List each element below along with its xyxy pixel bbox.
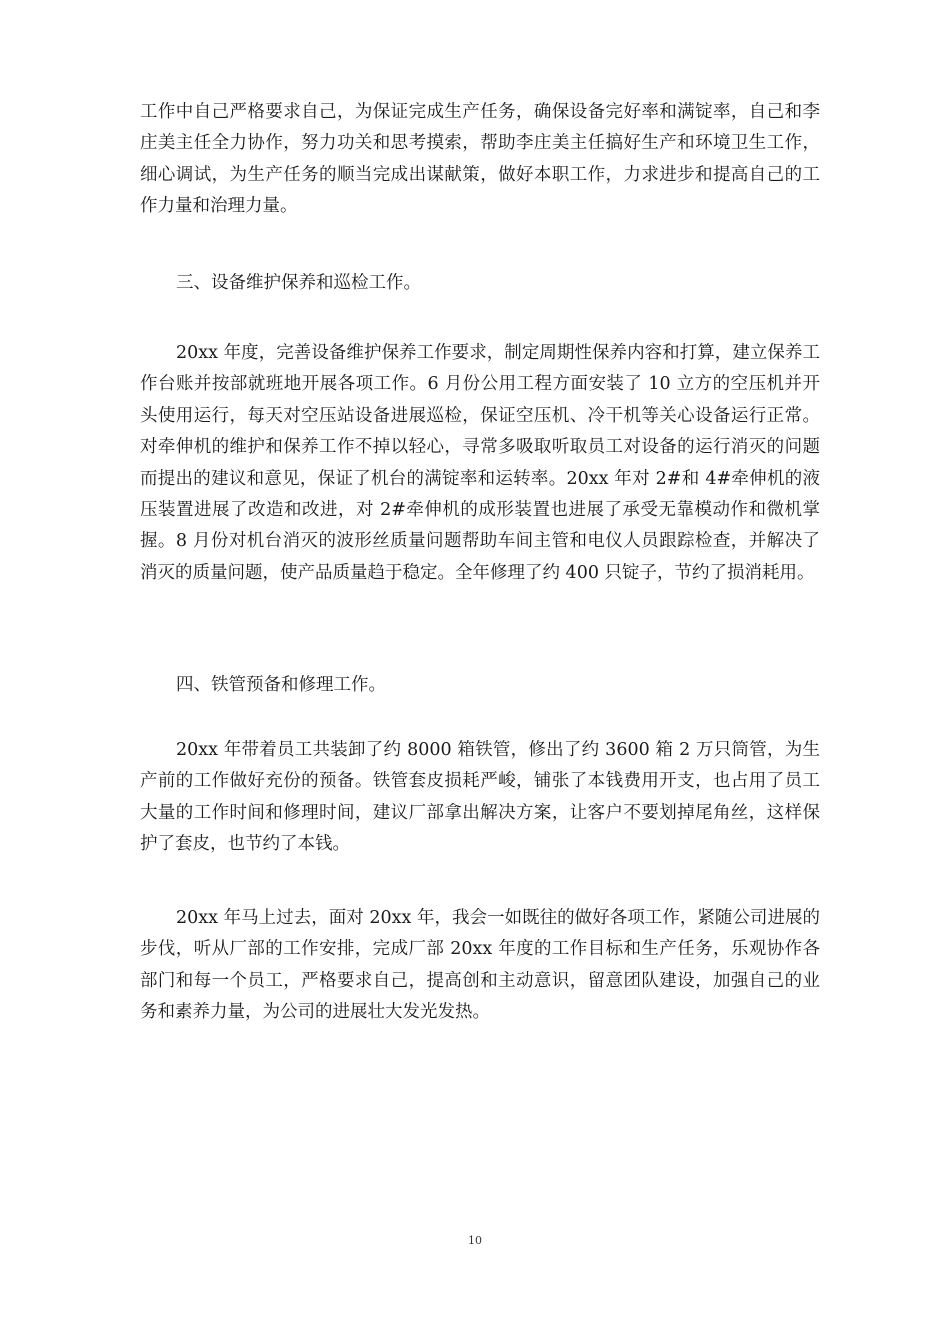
- section-heading-4: 四、铁管预备和修理工作。: [176, 675, 386, 695]
- paragraph-section-3: 20xx 年度，完善设备维护保养工作要求，制定周期性保养内容和打算，建立保养工作台账并按部就班地开展各项工作。6 月份公用工程方面安装了 10 立方的空压机并开头使用运行，每天对空压站设备进展巡检，保证空压机、冷干机等关心设备运行正常。对牵伸机的维护和保养工作不掉以轻心，寻常多吸取听取员工对设备的运行消灭的问题而提出的建议和意见，保证了机台的满锭率和运转率。20xx 年对 2#和 4#牵伸机的液压装置进展了改造和改进，对 2#牵伸机的成形装置也进展了承受无靠模动作和微机掌握。8 月份对机台消灭的波形丝质量问题帮助车间主管和电仪人员跟踪检查，并解决了消灭的质量问题，使产品质量趋于稳定。全年修理了约 400 只锭子，节约了损消耗用。: [140, 343, 820, 583]
- paragraph-section-4: 20xx 年带着员工共装卸了约 8000 箱铁管，修出了约 3600 箱 2 万只筒管，为生产前的工作做好充份的预备。铁管套皮损耗严峻，铺张了本钱费用开支，也占用了员工大量的工作时间和修理时间，建议厂部拿出解决方案，让客户不要划掉尾角丝，这样保护了套皮，也节约了本钱。: [140, 740, 820, 855]
- paragraph-closing: 20xx 年马上过去，面对 20xx 年，我会一如既往的做好各项工作，紧随公司进展的步伐，听从厂部的工作安排，完成厂部 20xx 年度的工作目标和生产任务，乐观协作各部门和每一个员工，严格要求自己，提高创和主动意识，留意团队建设，加强自己的业务和素养力量，为公司的进展壮大发光发热。: [140, 908, 820, 1023]
- paragraph-intro: 工作中自己严格要求自己，为保证完成生产任务，确保设备完好率和满锭率，自己和李庄美主任全力协作，努力功关和思考摸索，帮助李庄美主任搞好生产和环境卫生工作，细心调试，为生产任务的顺当完成出谋献策，做好本职工作，力求进步和提高自己的工作力量和治理力量。: [140, 102, 820, 217]
- section-heading-3: 三、设备维护保养和巡检工作。: [176, 273, 421, 293]
- page-number: 10: [468, 1234, 482, 1247]
